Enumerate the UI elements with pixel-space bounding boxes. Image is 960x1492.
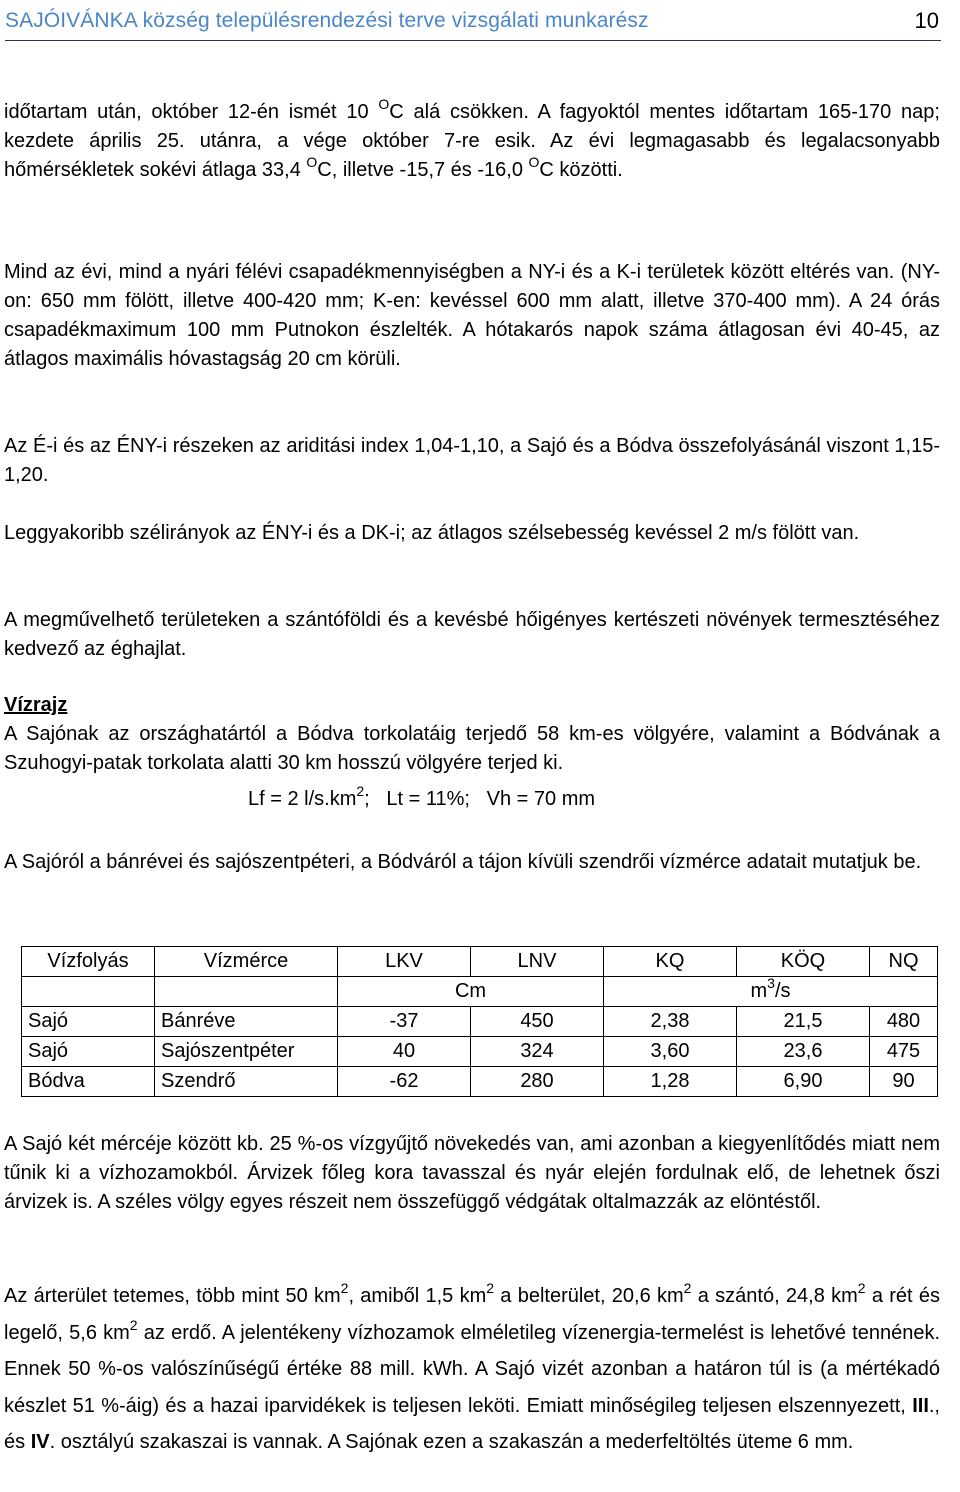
paragraph-precipitation: Mind az évi, mind a nyári félévi csapadékmennyiségben a NY-i és a K-i területek között eltérés van. (NY-on: 650 mm fölött, illetve 400-420 mm; K-en: kevéssel 600 mm alatt, illetve 370-400 mm). A 24 órás csapadékmaximum 100 mm Putnokon észlelték. A hótakarós napok száma átlagosan évi 40-45, az átlagos maximális hóvastagság 20 cm körüli. [4, 261, 940, 370]
table-header-cell: KÖQ [737, 947, 870, 977]
paragraph-climate-temperature: időtartam után, október 12-én ismét 10 $^O$C alá csökken. A fagyoktól mentes időtartam 165-170 nap; kezdete április 25. utánra, a vége október 7-re esik. Az évi legmagasabb és legalacsonyabb hőmérsékletek sokévi átlaga 33,4 $^O$C, illetve -15,7 és -16,0 $^O$C közötti. [4, 96, 940, 181]
page-header [5, 2, 941, 41]
paragraph-valleys: A Sajónak az országhatártól a Bódva torkolatáig terjedő 58 km-es völgyére, valamint a Bódvának a Szuhogyi-patak torkolata alatti 30 km hosszú völgyére terjed ki. [4, 723, 940, 774]
table-cell-empty [155, 977, 338, 1007]
unit-cm-cell: Cm [338, 977, 604, 1007]
table-header-cell: Vízmérce [155, 947, 338, 977]
table-row: Bódva Szendrő -62 280 1,28 6,90 90 [22, 1067, 938, 1097]
paragraph-wind: Leggyakoribb szélirányok az ÉNY-i és a DK-i; az átlagos szélsebesség kevéssel 2 m/s fölött van. [4, 522, 860, 544]
gauge-data-table [21, 946, 938, 1097]
table-header-cell: LKV [338, 947, 471, 977]
table-header-cell: LNV [471, 947, 604, 977]
table-cell-empty [22, 977, 155, 1007]
hydro-formula: Lf = 2 $l/s.km^2$; Lt = 11%; Vh = 70 mm [248, 783, 596, 810]
section-heading-vizrajz: Vízrajz [4, 694, 68, 716]
paragraph-gauges-intro: A Sajóról a bánrévei és sajószentpéteri, a Bódváról a tájon kívüli szendrői vízmérce adatait mutatjuk be. [4, 851, 922, 873]
table-header-cell: NQ [870, 947, 938, 977]
table-row: Sajó Sajószentpéter 40 324 3,60 23,6 475 [22, 1037, 938, 1067]
paragraph-agriculture: A megművelhető területeken a szántóföldi és a kevésbé hőigényes kertészeti növények termesztéséhez kedvező az éghajlat. [4, 609, 940, 660]
page-number: 10 [914, 8, 939, 33]
unit-m3s-cell: $m^3/s$ [604, 977, 938, 1007]
table-header-cell: KQ [604, 947, 737, 977]
paragraph-aridity: Az É-i és az ÉNY-i részeken az ariditási index 1,04-1,10, a Sajó és a Bódva összefolyásánál viszont 1,15-1,20. [4, 435, 940, 486]
table-unit-row [22, 977, 938, 1007]
paragraph-floods: A Sajó két mércéje között kb. 25 %-os vízgyűjtő növekedés van, ami azonban a kiegyenlítődés miatt nem tűnik ki a vízhozamokból. Árvizek főleg kora tavasszal és nyár elején fordulnak elő, de lehetnek őszi árvizek is. A széles völgy egyes részeit nem összefüggő védgátak oltalmazzák az elöntéstől. [4, 1133, 940, 1213]
table-header-row [22, 947, 938, 977]
paragraph-floodplain: Az árterület tetemes, több mint 50 $km^2$, amiből 1,5 $km^2$ a belterület, 20,6 $km^2$ a szántó, 24,8 $km^2$ a rét és legelő, 5,6 $km^2$ az erdő. A jelentékeny vízhozamok elméletileg vízenergia-termelést is lehetővé tennének. Ennek 50 %-os valószínűségű értéke 88 mill. kWh. A Sajó vizét azonban a határon túl is (a mértékadó készlet 51 %-áig) és a hazai iparvidékek is teljesen leköti. Emiatt minőségileg teljesen elszennyezett, III., és IV. osztályú szakaszai is vannak. A Sajónak ezen a szakaszán a mederfeltöltés üteme 6 mm. [4, 1280, 940, 1453]
table-row: Sajó Bánréve -37 450 2,38 21,5 480 [22, 1007, 938, 1037]
document-title: SAJÓIVÁNKA község településrendezési terve vizsgálati munkarész [5, 9, 649, 32]
table-header-cell: Vízfolyás [22, 947, 155, 977]
